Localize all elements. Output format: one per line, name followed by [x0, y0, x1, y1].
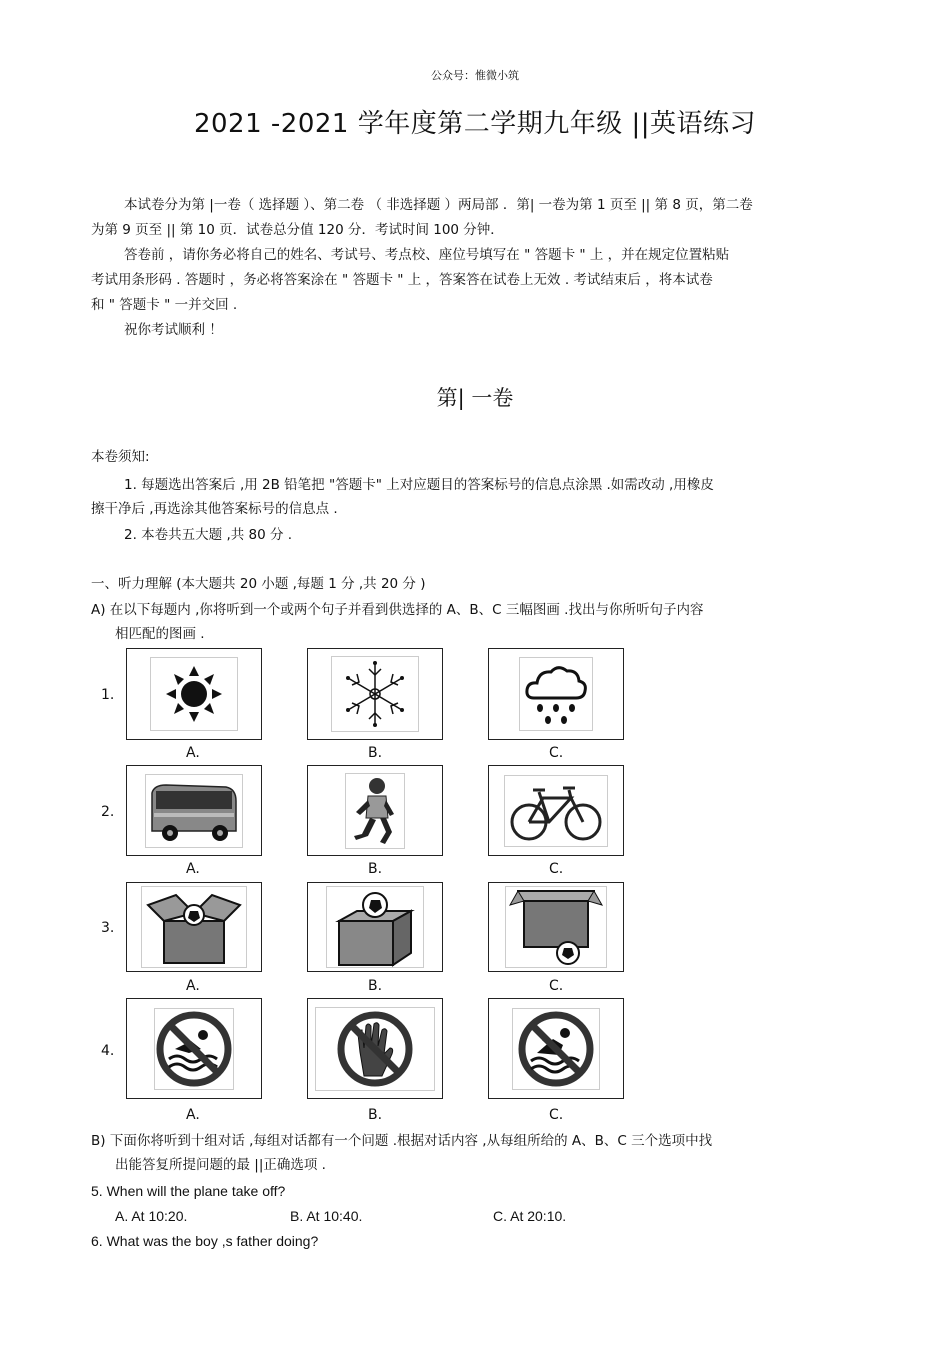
notice-item-1: 1. 每题选出答案后 ,用 2B 铅笔把 "答题卡" 上对应题目的答案标号的信息点涂黑 .如需改动 ,用橡皮 [124, 477, 714, 493]
part1-b-instruction: B) 下面你将听到十组对话 ,每组对话都有一个问题 .根据对话内容 ,从每组所给的 A、B、C 三个选项中找 [91, 1133, 713, 1149]
intro-line-6: 祝你考试顺利 ！ [124, 322, 223, 338]
page-title: 2021 -2021 学年度第二学期九年级 ||英语练习 [193, 109, 757, 139]
ball-under-box-icon [505, 886, 607, 968]
picture-option-3c [488, 882, 624, 972]
bicycle-icon [504, 775, 608, 847]
item-number: 2. [101, 804, 115, 820]
picture-option-4b [307, 998, 443, 1099]
no-swimming-icon [154, 1008, 234, 1090]
option-label-a: A. [186, 1107, 200, 1123]
sun-icon [150, 657, 238, 731]
question-5-option-c: C. At 20:10. [493, 1208, 567, 1224]
item-number: 4. [101, 1043, 115, 1059]
part1-a-instruction-cont: 相匹配的图画 . [115, 626, 205, 642]
no-touching-icon [315, 1007, 435, 1091]
item-number: 3. [101, 920, 115, 936]
picture-option-3b [307, 882, 443, 972]
intro-line-2: 为第 9 页至 || 第 10 页．试卷总分值 120 分．考试时间 100 分钟． [91, 222, 504, 238]
option-label-a: A. [186, 745, 200, 761]
option-label-c: C. [549, 978, 564, 994]
notice-item-1-cont: 擦干净后 ,再选涂其他答案标号的信息点 . [91, 501, 338, 517]
option-label-c: C. [549, 1107, 564, 1123]
picture-option-4a [126, 998, 262, 1099]
picture-option-2a [126, 765, 262, 856]
section-title: 第| 一卷 [436, 386, 514, 410]
part1-heading: 一、听力理解 (本大题共 20 小题 ,每题 1 分 ,共 20 分 ) [91, 576, 426, 592]
intro-line-5: 和 " 答题卡 " 一并交回 . [91, 297, 238, 313]
running-boy-icon [345, 773, 405, 849]
picture-option-4c [488, 998, 624, 1099]
question-5-option-b: B. At 10:40. [290, 1208, 363, 1224]
option-label-a: A. [186, 978, 200, 994]
option-label-b: B. [368, 1107, 383, 1123]
option-label-b: B. [368, 861, 383, 877]
picture-option-1c [488, 648, 624, 740]
question-6: 6. What was the boy ,s father doing? [91, 1233, 319, 1249]
page-header: 公众号：惟微小筑 [431, 69, 519, 82]
option-label-b: B. [368, 745, 383, 761]
option-label-c: C. [549, 861, 564, 877]
bus-icon [145, 774, 243, 848]
part1-a-instruction: A) 在以下每题内 ,你将听到一个或两个句子并看到供选择的 A、B、C 三幅图画 .找出与你所听句子内容 [91, 602, 704, 618]
question-5: 5. When will the plane take off? [91, 1183, 286, 1199]
question-5-option-a: A. At 10:20. [115, 1208, 188, 1224]
ball-on-box-icon [326, 886, 424, 968]
ball-in-box-icon [141, 886, 247, 968]
option-label-b: B. [368, 978, 383, 994]
no-rafting-icon [512, 1008, 600, 1090]
item-number: 1. [101, 687, 115, 703]
intro-line-4: 考试用条形码 . 答题时 ，务必将答案涂在 " 答题卡 " 上 ，答案答在试卷上无效 . 考试结束后 ，将本试卷 [91, 272, 713, 288]
option-label-c: C. [549, 745, 564, 761]
picture-option-3a [126, 882, 262, 972]
notice-heading: 本卷须知: [91, 449, 150, 465]
picture-option-2c [488, 765, 624, 856]
option-label-a: A. [186, 861, 200, 877]
rain-cloud-icon [519, 657, 593, 731]
notice-item-2: 2. 本卷共五大题 ,共 80 分 . [124, 527, 293, 543]
picture-option-1b [307, 648, 443, 740]
snowflake-icon [331, 656, 419, 732]
picture-option-1a [126, 648, 262, 740]
intro-line-1: 本试卷分为第 |一卷（ 选择题 ）、第二卷 （ 非选择题 ）两局部 ．第| 一卷为第 1 页至 || 第 8 页，第二卷 [124, 197, 753, 213]
intro-line-3: 答卷前 ，请你务必将自己的姓名、考试号、考点校、座位号填写在 " 答题卡 " 上 ，并在规定位置粘贴 [124, 247, 730, 263]
part1-b-instruction-cont: 出能答复所提问题的最 ||正确选项 . [115, 1157, 326, 1173]
picture-option-2b [307, 765, 443, 856]
